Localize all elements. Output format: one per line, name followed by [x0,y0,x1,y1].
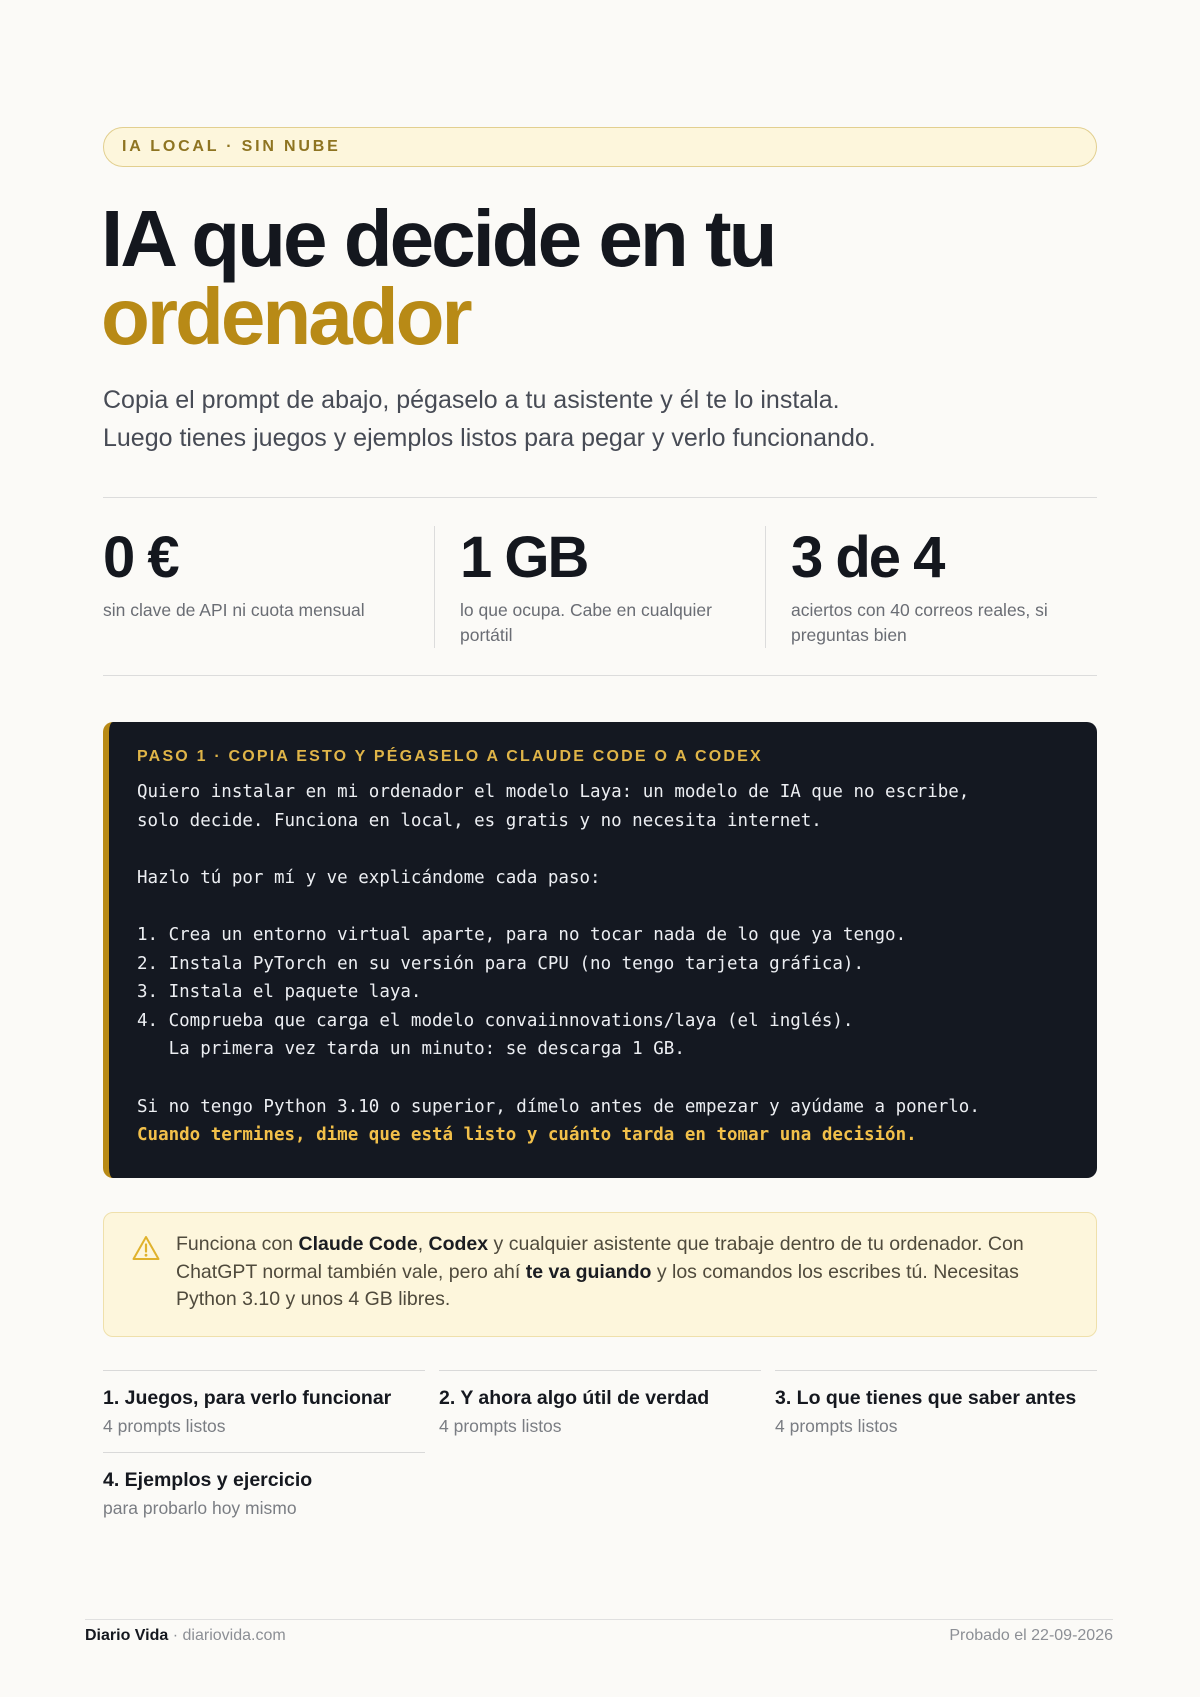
section-subtitle: 4 prompts listos [103,1416,226,1436]
footer-site[interactable]: · diariovida.com [168,1627,286,1644]
note-text [176,1231,1066,1314]
section-link-before[interactable] [775,1370,1097,1439]
section-title: 1. Juegos, para verlo funcionar [103,1387,392,1409]
section-link-games[interactable] [103,1370,425,1439]
section-tag: IA LOCAL · SIN NUBE [103,127,1097,167]
section-subtitle: para probarlo hoy mismo [103,1498,297,1518]
section-title: 4. Ejemplos y ejercicio [103,1469,313,1491]
lead-paragraph [103,381,1097,457]
stat-separator [765,526,766,648]
prompt-label: PASO 1 · COPIA ESTO Y PÉGASELO A CLAUDE CODE O A CODEX [137,748,763,765]
note-bold-guiding: te va guiando [525,1260,652,1283]
stat-label: sin clave de API ni cuota mensual [103,600,365,620]
stat-value: 0 € [103,525,178,590]
stats-row [103,526,1097,648]
prompt-code-block[interactable] [103,722,1097,1178]
stat-label: lo que ocupa. Cabe en cualquier portátil [460,600,712,645]
note-text-part: y los comandos los escribes tú. Necesitas Python 3.10 y unos 4 GB libres. [176,1260,1019,1310]
stat-value: 1 GB [460,525,588,590]
title-line-1: IA que decide en tu [101,194,775,283]
footer-brand: Diario Vida [85,1627,169,1644]
divider [103,675,1097,676]
section-subtitle: 4 prompts listos [439,1416,562,1436]
footer [85,1627,1113,1651]
section-title: 2. Y ahora algo útil de verdad [439,1387,710,1409]
prompt-closing: Cuando termines, dime que está listo y cuánto tarda en tomar una decisión. [137,1125,917,1146]
prompt-body: Quiero instalar en mi ordenador el modelo Laya: un modelo de IA que no escribe, solo decide. Funciona en local, es gratis y no necesita internet. Hazlo tú por mí y ve explicándome cada paso: 1. Crea un entorno virtual aparte, para no tocar nada de lo que ya tengo. 2. Instala PyTorch en su versión para CPU (no tengo tarjeta gráfica). 3. Instala el paquete laya. 4. Comprueba que carga el modelo convaiinnovations/laya (el inglés). La primera vez tarda un minuto: se descarga 1 GB. Si no tengo Python 3.10 o superior, dímelo antes de empezar y ayúdame a ponerlo. [137,782,980,1117]
compatibility-note [103,1212,1097,1337]
lead-line-2: Luego tienes juegos y ejemplos listos para pegar y verlo funcionando. [103,424,876,452]
title-line-2-highlight: ordenador [101,272,470,361]
note-text-part: y cualquier asistente que trabaje dentro de tu ordenador. Con ChatGPT normal también vale, pero ahí [176,1233,1024,1283]
note-text-part: , [417,1233,429,1255]
stat-separator [434,526,435,648]
lead-line-1: Copia el prompt de abajo, pégaselo a tu asistente y él te lo instala. [103,386,840,414]
stat-price [103,526,423,648]
note-bold-claude-code: Claude Code [298,1233,418,1255]
note-text-part: Funciona con [176,1233,299,1255]
section-title: 3. Lo que tienes que saber antes [775,1387,1077,1409]
warning-icon [132,1235,160,1261]
stat-value: 3 de 4 [791,525,944,590]
footer-tested-date: Probado el 22-09-2026 [949,1627,1113,1644]
prompt-text[interactable] [137,778,1069,1150]
divider [103,497,1097,498]
footer-divider [85,1619,1113,1620]
stat-label: aciertos con 40 correos reales, si preguntas bien [791,600,1048,645]
stat-accuracy [791,526,1091,648]
stat-size [460,526,750,648]
note-bold-codex: Codex [428,1233,489,1255]
section-link-examples[interactable] [103,1452,425,1521]
section-subtitle: 4 prompts listos [775,1416,898,1436]
page-title [101,194,1101,361]
section-link-useful[interactable] [439,1370,761,1439]
